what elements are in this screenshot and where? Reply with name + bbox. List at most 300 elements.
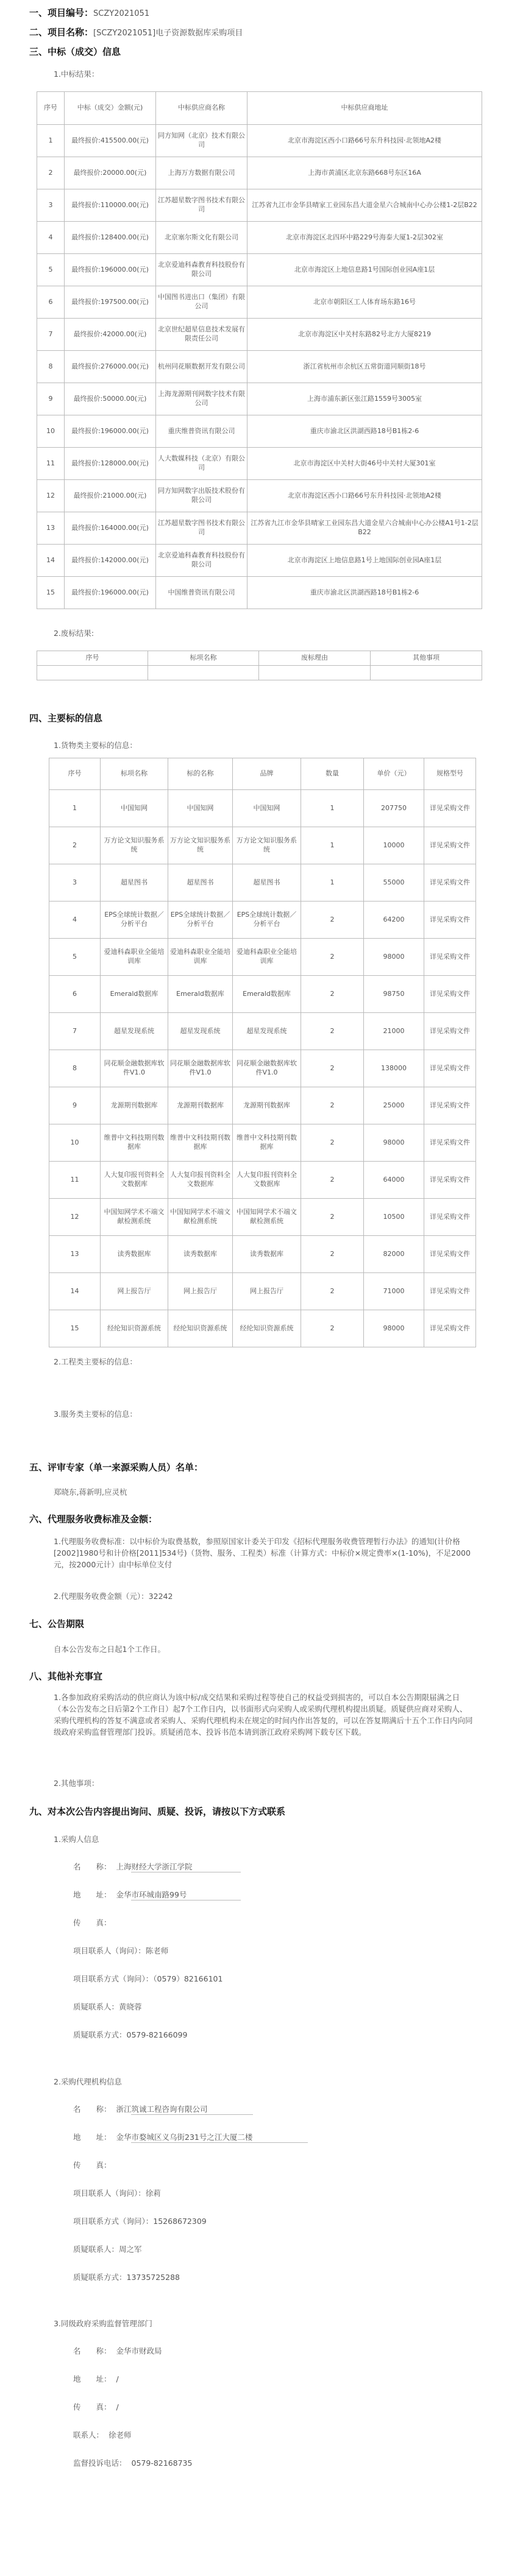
- table-cell: 9: [49, 1087, 101, 1124]
- table-cell: 同方知网数字出版技术股份有限公司: [156, 480, 247, 512]
- table-cell: 人大复印报刊资料全文数据库: [101, 1162, 168, 1199]
- table-cell: 2: [301, 976, 364, 1013]
- table-cell: 详见采购文件: [424, 1273, 476, 1310]
- label: 地 址：: [73, 2374, 112, 2384]
- table-cell: 5: [37, 254, 65, 286]
- project-number: SCZY2021051: [93, 9, 150, 18]
- table-header-row: [49, 758, 476, 790]
- table-cell: 最终报价:20000.00(元): [65, 157, 156, 189]
- table-cell: 杭州同花顺数据开发有限公司: [156, 351, 247, 383]
- table-row: [49, 1310, 476, 1347]
- table-cell: 详见采购文件: [424, 976, 476, 1013]
- table-cell: 10: [49, 1124, 101, 1162]
- label: 质疑联系方式：: [73, 2273, 127, 2282]
- agency-q: 周之军: [119, 2245, 142, 2254]
- table-cell: 北京市海淀区中关村大街46号中关村大厦301室: [247, 448, 482, 480]
- fee-standard: 1.代理服务收费标准：以中标价为取费基数，参照原国家计委关于印发《招标代理服务收费管理暂行办法》的通知(计价格[2002]1980号和计价格[2011]534号)（货物、服务、工程类）标准（计算方式：中标价×规定费率×(1-10%)，不足2000元，按2000元计）由中标单位支付: [54, 1537, 471, 1569]
- table-row: [37, 666, 482, 680]
- table-cell: 人大数媒科技（北京）有限公司: [156, 448, 247, 480]
- table-cell: 超星发现系统: [168, 1013, 233, 1050]
- table-cell: 详见采购文件: [424, 864, 476, 902]
- table-row: [49, 976, 476, 1013]
- table-row: [37, 351, 482, 383]
- section-main-items: 四、主要标的信息: [29, 713, 103, 724]
- table-cell: 3: [37, 189, 65, 222]
- table-cell: 中标（成交）金额(元): [65, 92, 156, 125]
- table-cell: 龙源期刊数据库: [101, 1087, 168, 1124]
- purchaser-pm-row: [73, 1945, 168, 1956]
- table-row: [37, 319, 482, 351]
- table-cell: 15: [49, 1310, 101, 1347]
- table-cell: 万方论文知识服务系统: [233, 827, 301, 864]
- table-cell: 最终报价:196000.00(元): [65, 577, 156, 609]
- table-cell: 经纶知识资源系统: [168, 1310, 233, 1347]
- table-cell: 2: [37, 157, 65, 189]
- table-cell: 中国知网: [101, 790, 168, 827]
- supervisor-tel-row: [73, 2457, 192, 2468]
- table-cell: 21000: [364, 1013, 424, 1050]
- table-cell: 中国维普资讯有限公司: [156, 577, 247, 609]
- table-cell: 详见采购文件: [424, 1199, 476, 1236]
- table-cell: 最终报价:42000.00(元): [65, 319, 156, 351]
- table-cell: 详见采购文件: [424, 1162, 476, 1199]
- label: 名 称：: [73, 2105, 112, 2114]
- table-cell: 人大复印报刊资料全文数据库: [168, 1162, 233, 1199]
- table-cell: 维普中文科技期刊数据库: [101, 1124, 168, 1162]
- fee-amount: 2.代理服务收费金额（元）：32242: [54, 1592, 173, 1601]
- table-row: [49, 1199, 476, 1236]
- table-cell: 标的名称: [168, 758, 233, 790]
- table-cell: 最终报价:276000.00(元): [65, 351, 156, 383]
- label: 名 称：: [73, 1862, 112, 1871]
- section-award-info: 三、中标（成交）信息: [29, 46, 121, 57]
- table-row: [49, 902, 476, 939]
- table-cell: 重庆市渝北区洪湖西路18号B1栋2-6: [247, 577, 482, 609]
- label: 项目联系人（询问）：: [73, 2189, 146, 2198]
- agency-fax-row: [73, 2159, 112, 2170]
- table-cell: 98000: [364, 1310, 424, 1347]
- table-cell: 55000: [364, 864, 424, 902]
- table-cell: 10000: [364, 827, 424, 864]
- table-cell: 序号: [37, 92, 65, 125]
- purchaser-q-tel: 0579-82166099: [126, 2030, 188, 2039]
- section-period: 七、公告期限: [29, 1618, 85, 1629]
- table-cell: 2: [301, 1199, 364, 1236]
- table-row: [37, 222, 482, 254]
- table-cell: 超星图书: [101, 864, 168, 902]
- table-row: [49, 1236, 476, 1273]
- award-result-label: 1.中标结果：: [54, 69, 99, 79]
- label: 传 真：: [73, 2161, 112, 2170]
- table-cell: 北京塞尔斯文化有限公司: [156, 222, 247, 254]
- table-cell: 2: [301, 902, 364, 939]
- table-cell: 8: [37, 351, 65, 383]
- table-cell: 超星发现系统: [233, 1013, 301, 1050]
- table-row: [37, 448, 482, 480]
- supervisor-title: 3.同级政府采购监督管理部门: [54, 2319, 152, 2328]
- table-cell: 3: [49, 864, 101, 902]
- works-items-label: 2.工程类主要标的信息：: [54, 1357, 137, 1366]
- label: 传 真：: [73, 2402, 112, 2412]
- table-cell: [37, 666, 148, 680]
- invalid-bid-label: 2.废标结果:: [54, 629, 94, 638]
- label: 质疑联系人：: [73, 2245, 119, 2254]
- table-cell: 详见采购文件: [424, 827, 476, 864]
- table-row: [49, 1273, 476, 1310]
- table-cell: 超星图书: [233, 864, 301, 902]
- table-row: [49, 939, 476, 976]
- table-cell: 71000: [364, 1273, 424, 1310]
- table-row: [49, 1050, 476, 1087]
- table-cell: 最终报价:128400.00(元): [65, 222, 156, 254]
- table-row: [49, 827, 476, 864]
- table-cell: 最终报价:164000.00(元): [65, 512, 156, 545]
- table-cell: 1: [301, 864, 364, 902]
- section-fee: 六、代理服务收费标准及金额：: [29, 1514, 158, 1525]
- table-cell: 13: [37, 512, 65, 545]
- agency-pm-tel-row: [73, 2215, 207, 2226]
- table-row: [37, 415, 482, 448]
- table-cell: 江苏超星数字图书技术有限公司: [156, 189, 247, 222]
- table-cell: 最终报价:196000.00(元): [65, 415, 156, 448]
- agency-q-row: [73, 2243, 142, 2254]
- table-cell: 龙源期刊数据库: [233, 1087, 301, 1124]
- table-cell: 上海市浦东新区张江路1559号3005室: [247, 383, 482, 415]
- purchaser-title: 1.采购人信息: [54, 1835, 99, 1844]
- table-cell: 网上报告厅: [101, 1273, 168, 1310]
- table-header-row: [37, 651, 482, 666]
- table-cell: 同花顺金融数据库软件V1.0: [233, 1050, 301, 1087]
- table-row: [37, 577, 482, 609]
- table-cell: 14: [49, 1273, 101, 1310]
- table-cell: 2: [301, 1124, 364, 1162]
- table-cell: 同花顺金融数据库软件V1.0: [101, 1050, 168, 1087]
- table-cell: 中国知网: [168, 790, 233, 827]
- label: 质疑联系人：: [73, 2002, 119, 2011]
- table-cell: 最终报价:128000.00(元): [65, 448, 156, 480]
- table-cell: 98000: [364, 1124, 424, 1162]
- table-cell: 10: [37, 415, 65, 448]
- agency-name: 浙江筑诚工程咨询有限公司: [116, 2105, 208, 2114]
- table-row: [49, 1087, 476, 1124]
- purchaser-q-row: [73, 2001, 142, 2012]
- table-cell: 上海万方数据有限公司: [156, 157, 247, 189]
- heading-label: 二、项目名称：: [29, 27, 94, 38]
- table-row: [49, 864, 476, 902]
- table-row: [37, 545, 482, 577]
- table-cell: 11: [37, 448, 65, 480]
- table-row: [49, 790, 476, 827]
- supervisor-name-row: [73, 2345, 162, 2356]
- supervisor-tel: 0579-82168735: [131, 2458, 193, 2468]
- agency-name-row: [73, 2103, 208, 2114]
- table-row: [49, 1162, 476, 1199]
- table-cell: 维普中文科技期刊数据库: [233, 1124, 301, 1162]
- table-cell: 详见采购文件: [424, 1087, 476, 1124]
- purchaser-pm-tel: （0579）82166101: [153, 1974, 223, 1983]
- table-cell: 标项名称: [101, 758, 168, 790]
- underline: [131, 2114, 253, 2115]
- table-cell: 北京市海淀区北四环中路229号海泰大厦1-2层302室: [247, 222, 482, 254]
- section-contact: 九、对本次公告内容提出询问、质疑、投诉，请按以下方式联系: [29, 1806, 286, 1817]
- table-cell: 北京市海淀区西小口路66号东升科技园·北领地A2楼: [247, 480, 482, 512]
- table-cell: 北京市朝阳区工人体育场东路16号: [247, 286, 482, 319]
- table-cell: 2: [301, 1236, 364, 1273]
- table-cell: 详见采购文件: [424, 1013, 476, 1050]
- table-cell: 中国知网: [233, 790, 301, 827]
- table-cell: 详见采购文件: [424, 1050, 476, 1087]
- other-matters: 2.其他事项：: [54, 1779, 99, 1788]
- table-cell: 6: [37, 286, 65, 319]
- table-header-row: [37, 92, 482, 125]
- table-row: [37, 125, 482, 157]
- supervisor-name: 金华市财政局: [116, 2346, 162, 2355]
- table-cell: 人大复印报刊资料全文数据库: [233, 1162, 301, 1199]
- table-cell: 138000: [364, 1050, 424, 1087]
- service-items-label: 3.服务类主要标的信息：: [54, 1410, 137, 1419]
- purchaser-name-row: [73, 1861, 193, 1872]
- goods-table: [49, 758, 476, 1347]
- supervisor-contact: 徐老师: [109, 2430, 132, 2440]
- table-cell: EPS全球统计数据／分析平台: [168, 902, 233, 939]
- table-cell: 读秀数据库: [233, 1236, 301, 1273]
- label: 地 址：: [73, 1890, 112, 1899]
- table-cell: 爱迪科森职业全能培训库: [233, 939, 301, 976]
- table-cell: 14: [37, 545, 65, 577]
- table-cell: 2: [49, 827, 101, 864]
- table-cell: 98750: [364, 976, 424, 1013]
- agency-pm-tel: 15268672309: [153, 2217, 207, 2226]
- purchaser-pm: 陈老师: [145, 1946, 169, 1955]
- table-cell: 网上报告厅: [233, 1273, 301, 1310]
- table-cell: 江苏超星数字图书技术有限公司: [156, 512, 247, 545]
- section-other: 八、其他补充事宜: [29, 1671, 103, 1682]
- table-cell: 2: [301, 1162, 364, 1199]
- table-cell: 详见采购文件: [424, 1310, 476, 1347]
- agency-pm-row: [73, 2187, 161, 2198]
- table-cell: 北京市海淀区西小口路66号东升科技园·北领地A2楼: [247, 125, 482, 157]
- table-row: [37, 254, 482, 286]
- agency-pm: 徐莉: [145, 2189, 161, 2198]
- label: 名 称：: [73, 2346, 112, 2355]
- purchaser-address-row: [73, 1889, 187, 1900]
- purchaser-q-tel-row: [73, 2029, 187, 2040]
- table-cell: EPS全球统计数据／分析平台: [233, 902, 301, 939]
- table-cell: 超星发现系统: [101, 1013, 168, 1050]
- table-cell: 2: [301, 939, 364, 976]
- agency-q-tel: 13735725288: [126, 2273, 180, 2282]
- section-project-name: [29, 26, 243, 38]
- table-cell: 品牌: [233, 758, 301, 790]
- other-notes: 1.各参加政府采购活动的供应商认为该中标/成交结果和采购过程等使自己的权益受到损害的，可以自本公告期限届满之日（本公告发布之日后第2个工作日）起7个工作日内，以书面形式向采购人或采购代理机构提出质疑。质疑供应商对采购人、采购代理机构的答复不满意或者采购人、采购代理机构未在规定的时间内作出答复的，可以在答复期满后十五个工作日内向同级政府采购监督管理部门投诉。质疑函范本、投诉书范本请到浙江政府采购网下载专区下载。: [54, 1693, 473, 1737]
- heading-label: 一、项目编号：: [29, 7, 94, 18]
- table-cell: 详见采购文件: [424, 790, 476, 827]
- table-cell: 25000: [364, 1087, 424, 1124]
- purchaser-name: 上海财经大学浙江学院: [116, 1862, 193, 1871]
- table-cell: 1: [301, 790, 364, 827]
- goods-items-label: 1.货物类主要标的信息：: [54, 741, 137, 750]
- table-row: [37, 189, 482, 222]
- table-cell: 上海龙源期刊网数字技术有限公司: [156, 383, 247, 415]
- project-name: [SCZY2021051]电子资源数据库采购项目: [93, 29, 243, 38]
- table-cell: 最终报价:415500.00(元): [65, 125, 156, 157]
- label: 项目联系方式（询问）：: [73, 1974, 154, 1983]
- table-cell: 规格型号: [424, 758, 476, 790]
- table-cell: 爱迪科森职业全能培训库: [168, 939, 233, 976]
- supervisor-fax: /: [116, 2402, 119, 2412]
- table-cell: 2: [301, 1087, 364, 1124]
- table-cell: 最终报价:197500.00(元): [65, 286, 156, 319]
- table-cell: 废标理由: [259, 651, 371, 666]
- underline: [131, 2142, 308, 2143]
- purchaser-fax-row: [73, 1917, 112, 1928]
- table-cell: [259, 666, 371, 680]
- table-cell: [371, 666, 482, 680]
- table-cell: 同方知网（北京）技术有限公司: [156, 125, 247, 157]
- purchaser-q: 黄晓蓉: [119, 2002, 142, 2011]
- agency-title: 2.采购代理机构信息: [54, 2077, 122, 2086]
- table-cell: 98000: [364, 939, 424, 976]
- table-cell: 12: [49, 1199, 101, 1236]
- table-cell: 经纶知识资源系统: [101, 1310, 168, 1347]
- table-cell: 4: [49, 902, 101, 939]
- supervisor-address-row: [73, 2373, 119, 2384]
- table-cell: 207750: [364, 790, 424, 827]
- table-cell: 北京市海淀区上地信息路1号上地国际创业园A座1层: [247, 545, 482, 577]
- table-cell: Emerald数据库: [101, 976, 168, 1013]
- table-cell: 12: [37, 480, 65, 512]
- table-cell: 2: [301, 1013, 364, 1050]
- table-cell: 江苏省九江市金华县晴家工业园东昌大道金星六合城南中心办公楼A1号1-2层B22: [247, 512, 482, 545]
- award-table: [37, 91, 482, 609]
- table-cell: 数量: [301, 758, 364, 790]
- label: 传 真：: [73, 1918, 112, 1927]
- table-cell: 读秀数据库: [168, 1236, 233, 1273]
- purchaser-address: 金华市环城南路99号: [116, 1890, 187, 1899]
- table-cell: 中国图书进出口（集团）有限公司: [156, 286, 247, 319]
- table-row: [37, 383, 482, 415]
- table-cell: 北京市海淀区中关村东路82号北方大厦8219: [247, 319, 482, 351]
- table-cell: 单价（元）: [364, 758, 424, 790]
- section-project-number: [29, 6, 149, 19]
- label: 联系人：: [73, 2430, 104, 2440]
- table-cell: 浙江省杭州市余杭区五常街道同顺街18号: [247, 351, 482, 383]
- table-cell: 北京世纪超星信息技术发展有限责任公司: [156, 319, 247, 351]
- table-cell: 2: [301, 1310, 364, 1347]
- table-cell: 中标供应商地址: [247, 92, 482, 125]
- table-row: [37, 286, 482, 319]
- section-experts: 五、评审专家（单一来源采购人员）名单：: [29, 1462, 204, 1473]
- table-cell: 读秀数据库: [101, 1236, 168, 1273]
- table-cell: 序号: [49, 758, 101, 790]
- invalid-bid-table: [37, 651, 482, 680]
- table-cell: 江苏省九江市金华县晴家工业园东昌大道金星六合城南中心办公楼1-2层B22: [247, 189, 482, 222]
- agency-address-row: [73, 2131, 252, 2142]
- table-cell: 6: [49, 976, 101, 1013]
- table-cell: 中国知网学术不端文献检测系统: [101, 1199, 168, 1236]
- table-cell: 详见采购文件: [424, 939, 476, 976]
- table-cell: 超星图书: [168, 864, 233, 902]
- purchaser-pm-tel-row: [73, 1973, 222, 1984]
- label: 项目联系方式（询问）：: [73, 2217, 154, 2226]
- table-cell: 经纶知识资源系统: [233, 1310, 301, 1347]
- table-cell: 9: [37, 383, 65, 415]
- table-cell: 重庆维普资讯有限公司: [156, 415, 247, 448]
- table-row: [49, 1124, 476, 1162]
- table-cell: 网上报告厅: [168, 1273, 233, 1310]
- table-cell: 龙源期刊数据库: [168, 1087, 233, 1124]
- label: 监督投诉电话：: [73, 2458, 127, 2468]
- supervisor-address: /: [116, 2374, 119, 2384]
- table-cell: Emerald数据库: [233, 976, 301, 1013]
- table-cell: 维普中文科技期刊数据库: [168, 1124, 233, 1162]
- table-cell: 5: [49, 939, 101, 976]
- table-cell: 最终报价:21000.00(元): [65, 480, 156, 512]
- table-cell: 爱迪科森职业全能培训库: [101, 939, 168, 976]
- table-cell: 82000: [364, 1236, 424, 1273]
- table-cell: 1: [37, 125, 65, 157]
- table-row: [37, 512, 482, 545]
- table-cell: 详见采购文件: [424, 1124, 476, 1162]
- table-cell: 同花顺金融数据库软件V1.0: [168, 1050, 233, 1087]
- table-cell: 1: [301, 827, 364, 864]
- label: 地 址：: [73, 2133, 112, 2142]
- label: 质疑联系方式：: [73, 2030, 127, 2039]
- table-cell: 4: [37, 222, 65, 254]
- table-row: [37, 480, 482, 512]
- table-cell: 64200: [364, 902, 424, 939]
- table-cell: 其他事项: [371, 651, 482, 666]
- experts-list: 郑晓东,蒋新明,应灵杭: [54, 1487, 127, 1497]
- table-cell: 15: [37, 577, 65, 609]
- agency-q-tel-row: [73, 2271, 180, 2282]
- label: 项目联系人（询问）：: [73, 1946, 146, 1955]
- table-cell: 上海市黄浦区北京东路668号东区16A: [247, 157, 482, 189]
- table-cell: 最终报价:196000.00(元): [65, 254, 156, 286]
- table-cell: 北京爱迪科森教育科技股份有限公司: [156, 254, 247, 286]
- table-cell: 10500: [364, 1199, 424, 1236]
- table-cell: 最终报价:142000.00(元): [65, 545, 156, 577]
- table-cell: 北京爱迪科森教育科技股份有限公司: [156, 545, 247, 577]
- supervisor-fax-row: [73, 2401, 119, 2412]
- table-cell: 中国知网学术不端文献检测系统: [168, 1199, 233, 1236]
- table-cell: 中标供应商名称: [156, 92, 247, 125]
- table-cell: Emerald数据库: [168, 976, 233, 1013]
- table-cell: 64000: [364, 1162, 424, 1199]
- table-cell: [148, 666, 259, 680]
- table-row: [37, 157, 482, 189]
- table-cell: EPS全球统计数据／分析平台: [101, 902, 168, 939]
- table-cell: 中国知网学术不端文献检测系统: [233, 1199, 301, 1236]
- supervisor-contact-row: [73, 2429, 132, 2440]
- table-cell: 2: [301, 1273, 364, 1310]
- table-cell: 2: [301, 1050, 364, 1087]
- agency-address: 金华市婺城区义乌街231号之江大厦二楼: [116, 2133, 253, 2142]
- table-cell: 序号: [37, 651, 148, 666]
- table-cell: 11: [49, 1162, 101, 1199]
- table-cell: 详见采购文件: [424, 1236, 476, 1273]
- table-cell: 最终报价:50000.00(元): [65, 383, 156, 415]
- table-cell: 万方论文知识服务系统: [168, 827, 233, 864]
- table-cell: 13: [49, 1236, 101, 1273]
- table-cell: 重庆市渝北区洪湖西路18号B1栋2-6: [247, 415, 482, 448]
- table-cell: 8: [49, 1050, 101, 1087]
- table-cell: 最终报价:110000.00(元): [65, 189, 156, 222]
- period-text: 自本公告发布之日起1个工作日。: [54, 1645, 165, 1654]
- table-cell: 万方论文知识服务系统: [101, 827, 168, 864]
- table-cell: 1: [49, 790, 101, 827]
- table-row: [49, 1013, 476, 1050]
